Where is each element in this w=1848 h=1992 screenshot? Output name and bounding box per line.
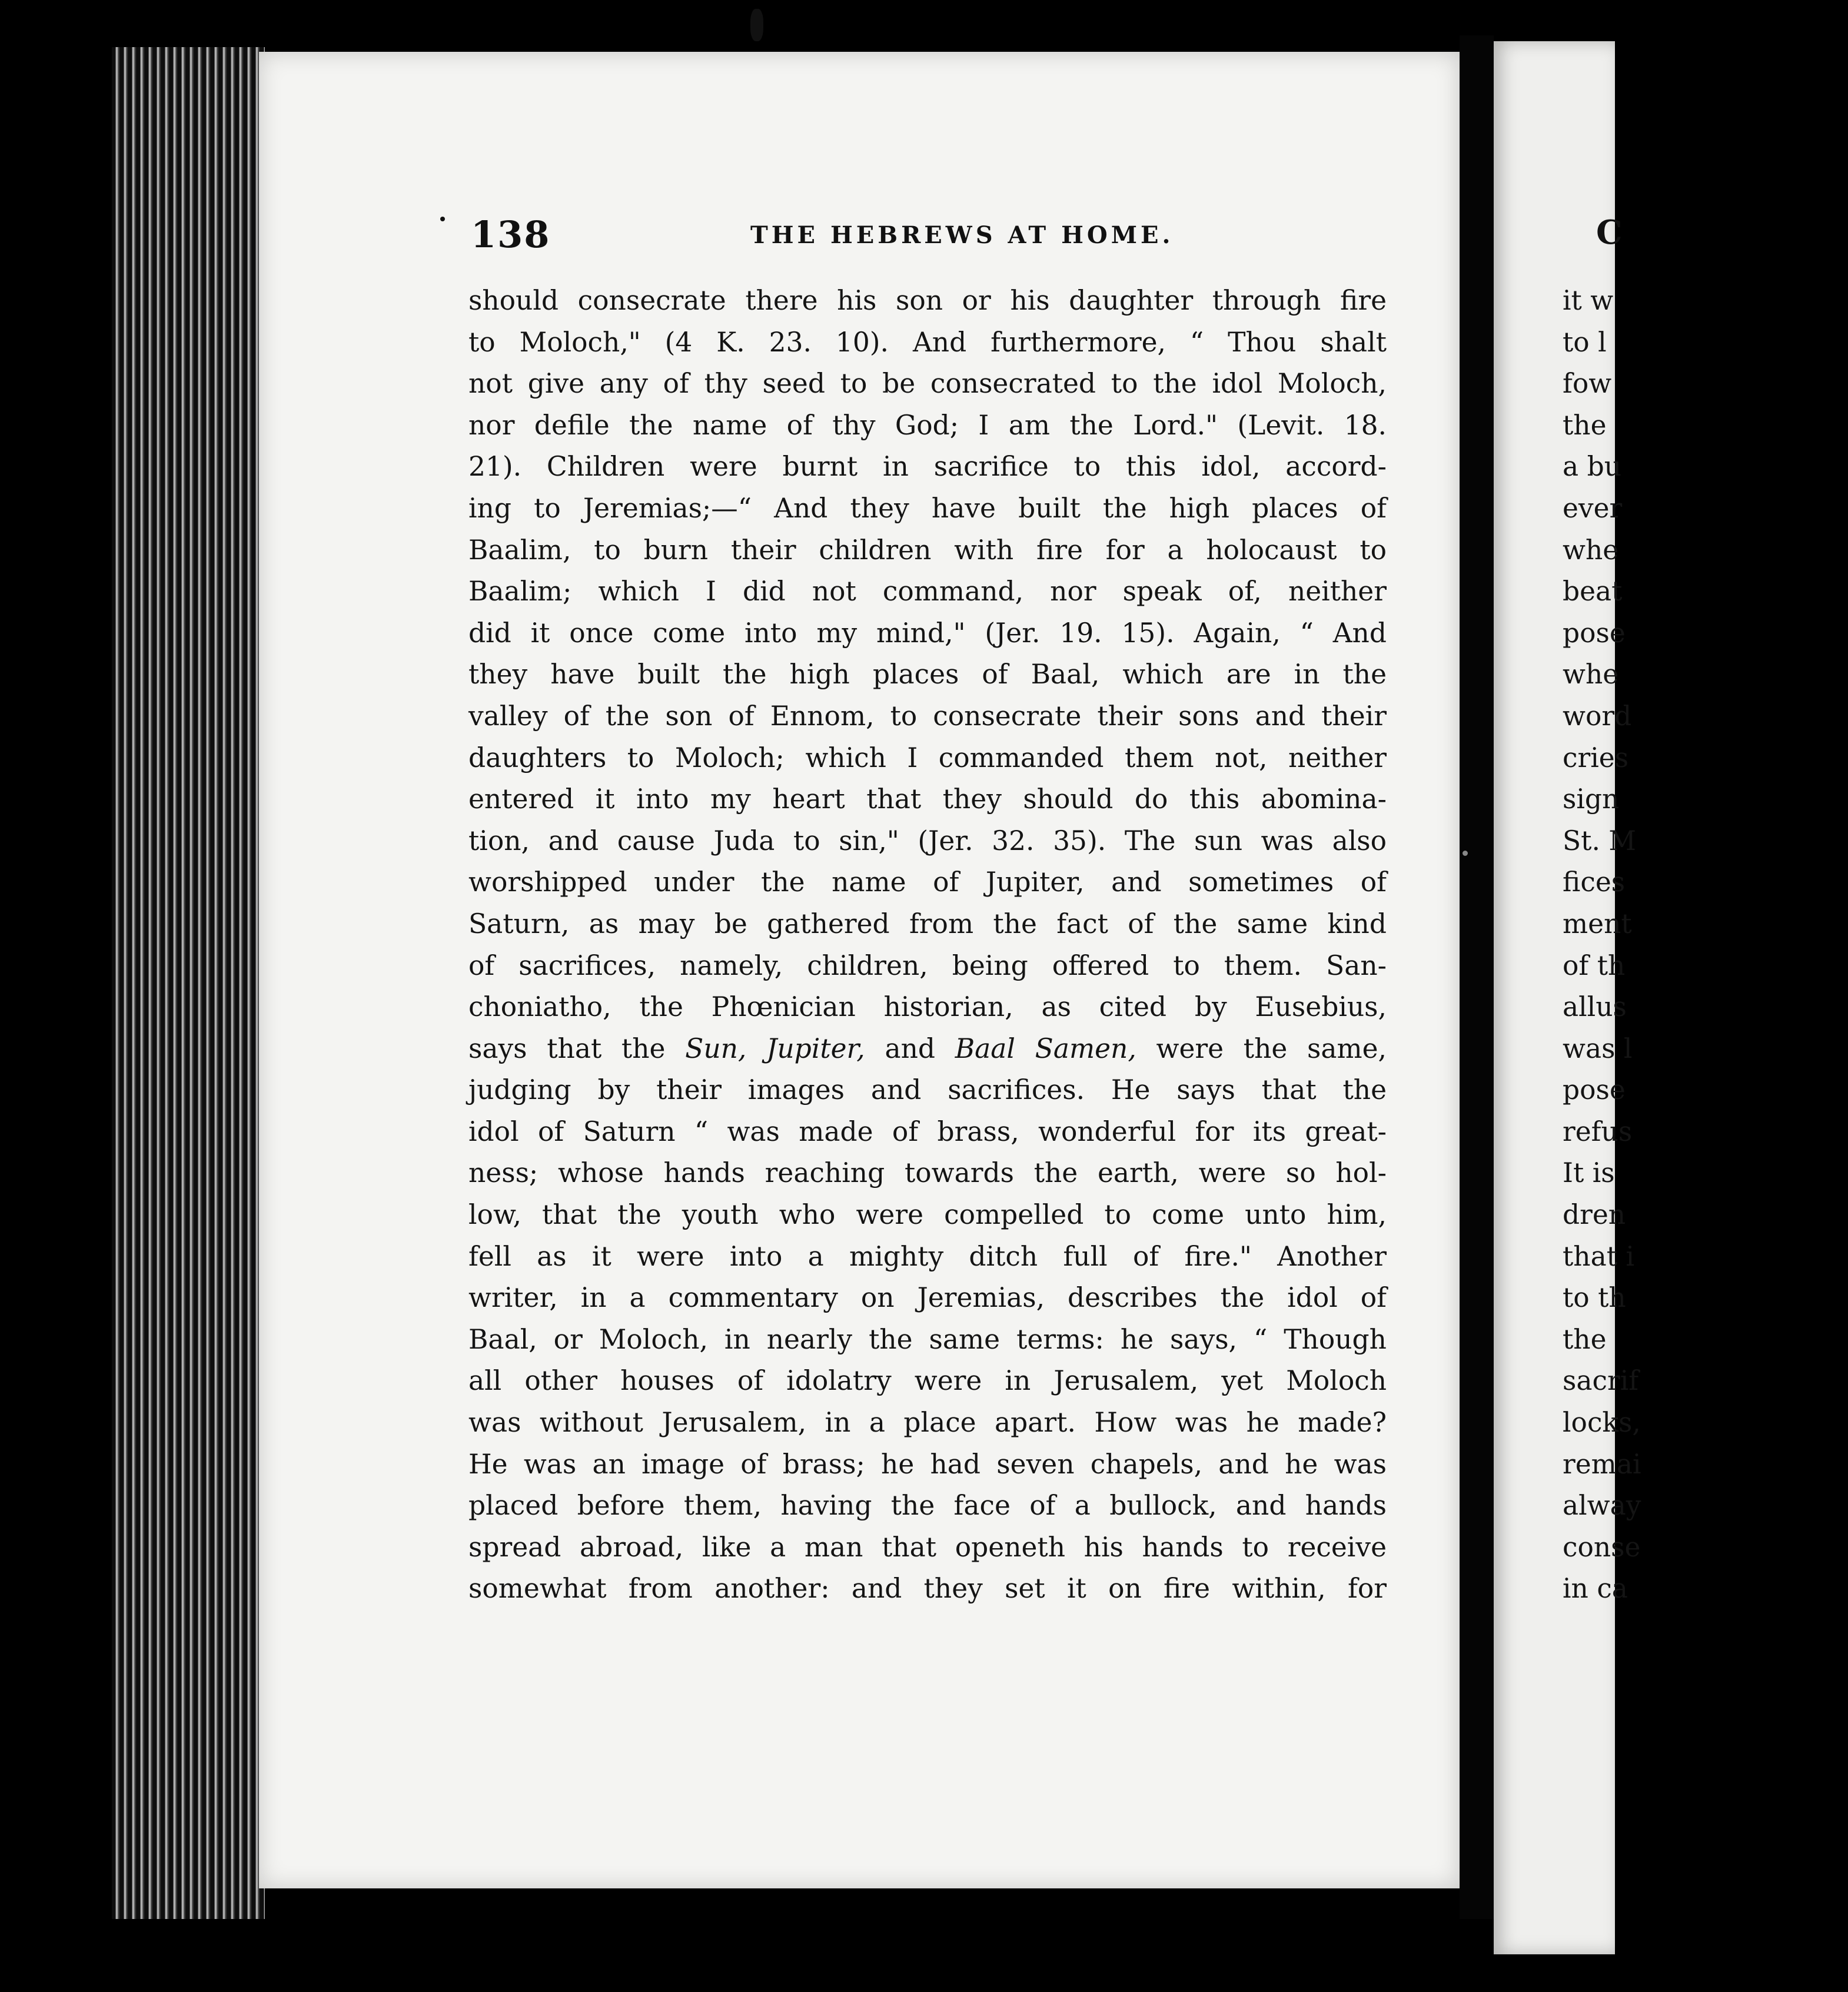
text-line: 21). Children were burnt in sacrifice to this idol, accord- <box>468 451 1387 483</box>
page-header <box>471 213 1848 266</box>
text-line: not give any of thy seed to be consecrated to the idol Moloch, <box>468 368 1387 400</box>
page-edges <box>112 47 265 1919</box>
facing-page-text <box>1563 280 1641 1610</box>
text-line: idol of Saturn “ was made of brass, wonderful for its great- <box>468 1115 1387 1147</box>
text-line: they have built the high places of Baal, which are in the <box>468 659 1387 690</box>
text-line: tion, and cause Juda to sin," (Jer. 32. 35). The sun was also <box>468 825 1387 856</box>
text-line: Saturn, as may be gathered from the fact of the same kind <box>468 908 1387 939</box>
facing-text-fragment: to th <box>1563 1282 1626 1314</box>
facing-text-fragment: conse <box>1563 1531 1641 1563</box>
facing-text-fragment: sacrif <box>1563 1365 1639 1397</box>
text-line: Baal, or Moloch, in nearly the same terms: he says, “ Though <box>468 1323 1387 1355</box>
text-line: low, that the youth who were compelled to come unto him, <box>468 1199 1387 1231</box>
facing-text-fragment: fices <box>1563 866 1626 898</box>
text-line: daughters to Moloch; which I commanded them not, neither <box>468 742 1387 773</box>
facing-text-fragment: cries <box>1563 742 1629 773</box>
text-line: should consecrate there his son or his daughter through fire <box>468 285 1387 316</box>
facing-text-fragment: It is <box>1563 1157 1615 1189</box>
facing-text-fragment: alway <box>1563 1490 1641 1522</box>
text-line: Baalim, to burn their children with fire for a holocaust to <box>468 534 1387 566</box>
text-line: was without Jerusalem, in a place apart. How was he made? <box>468 1407 1387 1439</box>
facing-text-fragment: it w <box>1563 285 1614 316</box>
facing-text-fragment: beat <box>1563 576 1623 607</box>
facing-text-fragment: ment <box>1563 908 1632 939</box>
text-line: all other houses of idolatry were in Jerusalem, yet Moloch <box>468 1365 1387 1397</box>
facing-text-fragment: allus <box>1563 991 1627 1023</box>
text-line: entered it into my heart that they should do this abomina- <box>468 783 1387 815</box>
text-line: to Moloch," (4 K. 23. 10). And furthermore, “ Thou shalt <box>468 326 1387 358</box>
text-line: choniatho, the Phœnician historian, as cited by Eusebius, <box>468 991 1387 1023</box>
facing-text-fragment: locks, <box>1563 1407 1641 1439</box>
scan-speck <box>750 9 763 41</box>
text-line: of sacrifices, namely, children, being offered to them. San- <box>468 949 1387 981</box>
facing-text-fragment: of th <box>1563 949 1626 981</box>
text-line: placed before them, having the face of a bullock, and hands <box>468 1490 1387 1522</box>
facing-text-fragment: whe <box>1563 659 1619 690</box>
text-line: fell as it were into a mighty ditch full of fire." Another <box>468 1240 1387 1272</box>
facing-text-fragment: ever <box>1563 492 1623 524</box>
text-line: spread abroad, like a man that openeth his hands to receive <box>468 1531 1387 1563</box>
facing-text-fragment: refus <box>1563 1115 1633 1147</box>
facing-text-fragment: the <box>1563 1323 1607 1355</box>
page-number: 138 <box>471 213 551 256</box>
text-line: nor defile the name of thy God; I am the Lord." (Levit. 18. <box>468 409 1387 441</box>
running-head: THE HEBREWS AT HOME. <box>750 221 1174 249</box>
facing-text-fragment: pose <box>1563 1074 1626 1106</box>
facing-page-header-fragment: C <box>1596 213 1623 252</box>
facing-text-fragment: dren <box>1563 1199 1626 1231</box>
text-line: worshipped under the name of Jupiter, and sometimes of <box>468 866 1387 898</box>
facing-text-fragment: to l <box>1563 326 1607 358</box>
text-line: judging by their images and sacrifices. He says that the <box>468 1074 1387 1106</box>
facing-text-fragment: St. M <box>1563 825 1636 856</box>
facing-text-fragment: word <box>1563 700 1632 732</box>
scan-speck <box>1463 851 1468 856</box>
text-line: says that the Sun, Jupiter, and Baal Samen, were the same, <box>468 1032 1387 1064</box>
facing-text-fragment: was l <box>1563 1032 1633 1064</box>
text-line: did it once come into my mind," (Jer. 19. 15). Again, “ And <box>468 617 1387 649</box>
text-line: He was an image of brass; he had seven chapels, and he was <box>468 1448 1387 1480</box>
text-line: somewhat from another: and they set it on fire within, for <box>468 1573 1387 1605</box>
facing-text-fragment: pose <box>1563 617 1626 649</box>
facing-text-fragment: whe <box>1563 534 1619 566</box>
facing-text-fragment: in ca <box>1563 1573 1628 1605</box>
facing-text-fragment: sign <box>1563 783 1620 815</box>
text-line: ing to Jeremias;—“ And they have built the high places of <box>468 492 1387 524</box>
scan-speck <box>440 217 445 221</box>
text-line: ness; whose hands reaching towards the earth, were so hol- <box>468 1157 1387 1189</box>
text-line: writer, in a commentary on Jeremias, describes the idol of <box>468 1282 1387 1314</box>
body-text <box>468 280 1387 1610</box>
text-line: valley of the son of Ennom, to consecrate their sons and their <box>468 700 1387 732</box>
facing-text-fragment: that i <box>1563 1240 1635 1272</box>
facing-text-fragment: a bu <box>1563 451 1622 483</box>
facing-text-fragment: the <box>1563 409 1607 441</box>
text-line: Baalim; which I did not command, nor speak of, neither <box>468 576 1387 607</box>
facing-text-fragment: fow <box>1563 368 1612 400</box>
book-gutter <box>1460 35 1494 1919</box>
facing-text-fragment: remai <box>1563 1448 1641 1480</box>
